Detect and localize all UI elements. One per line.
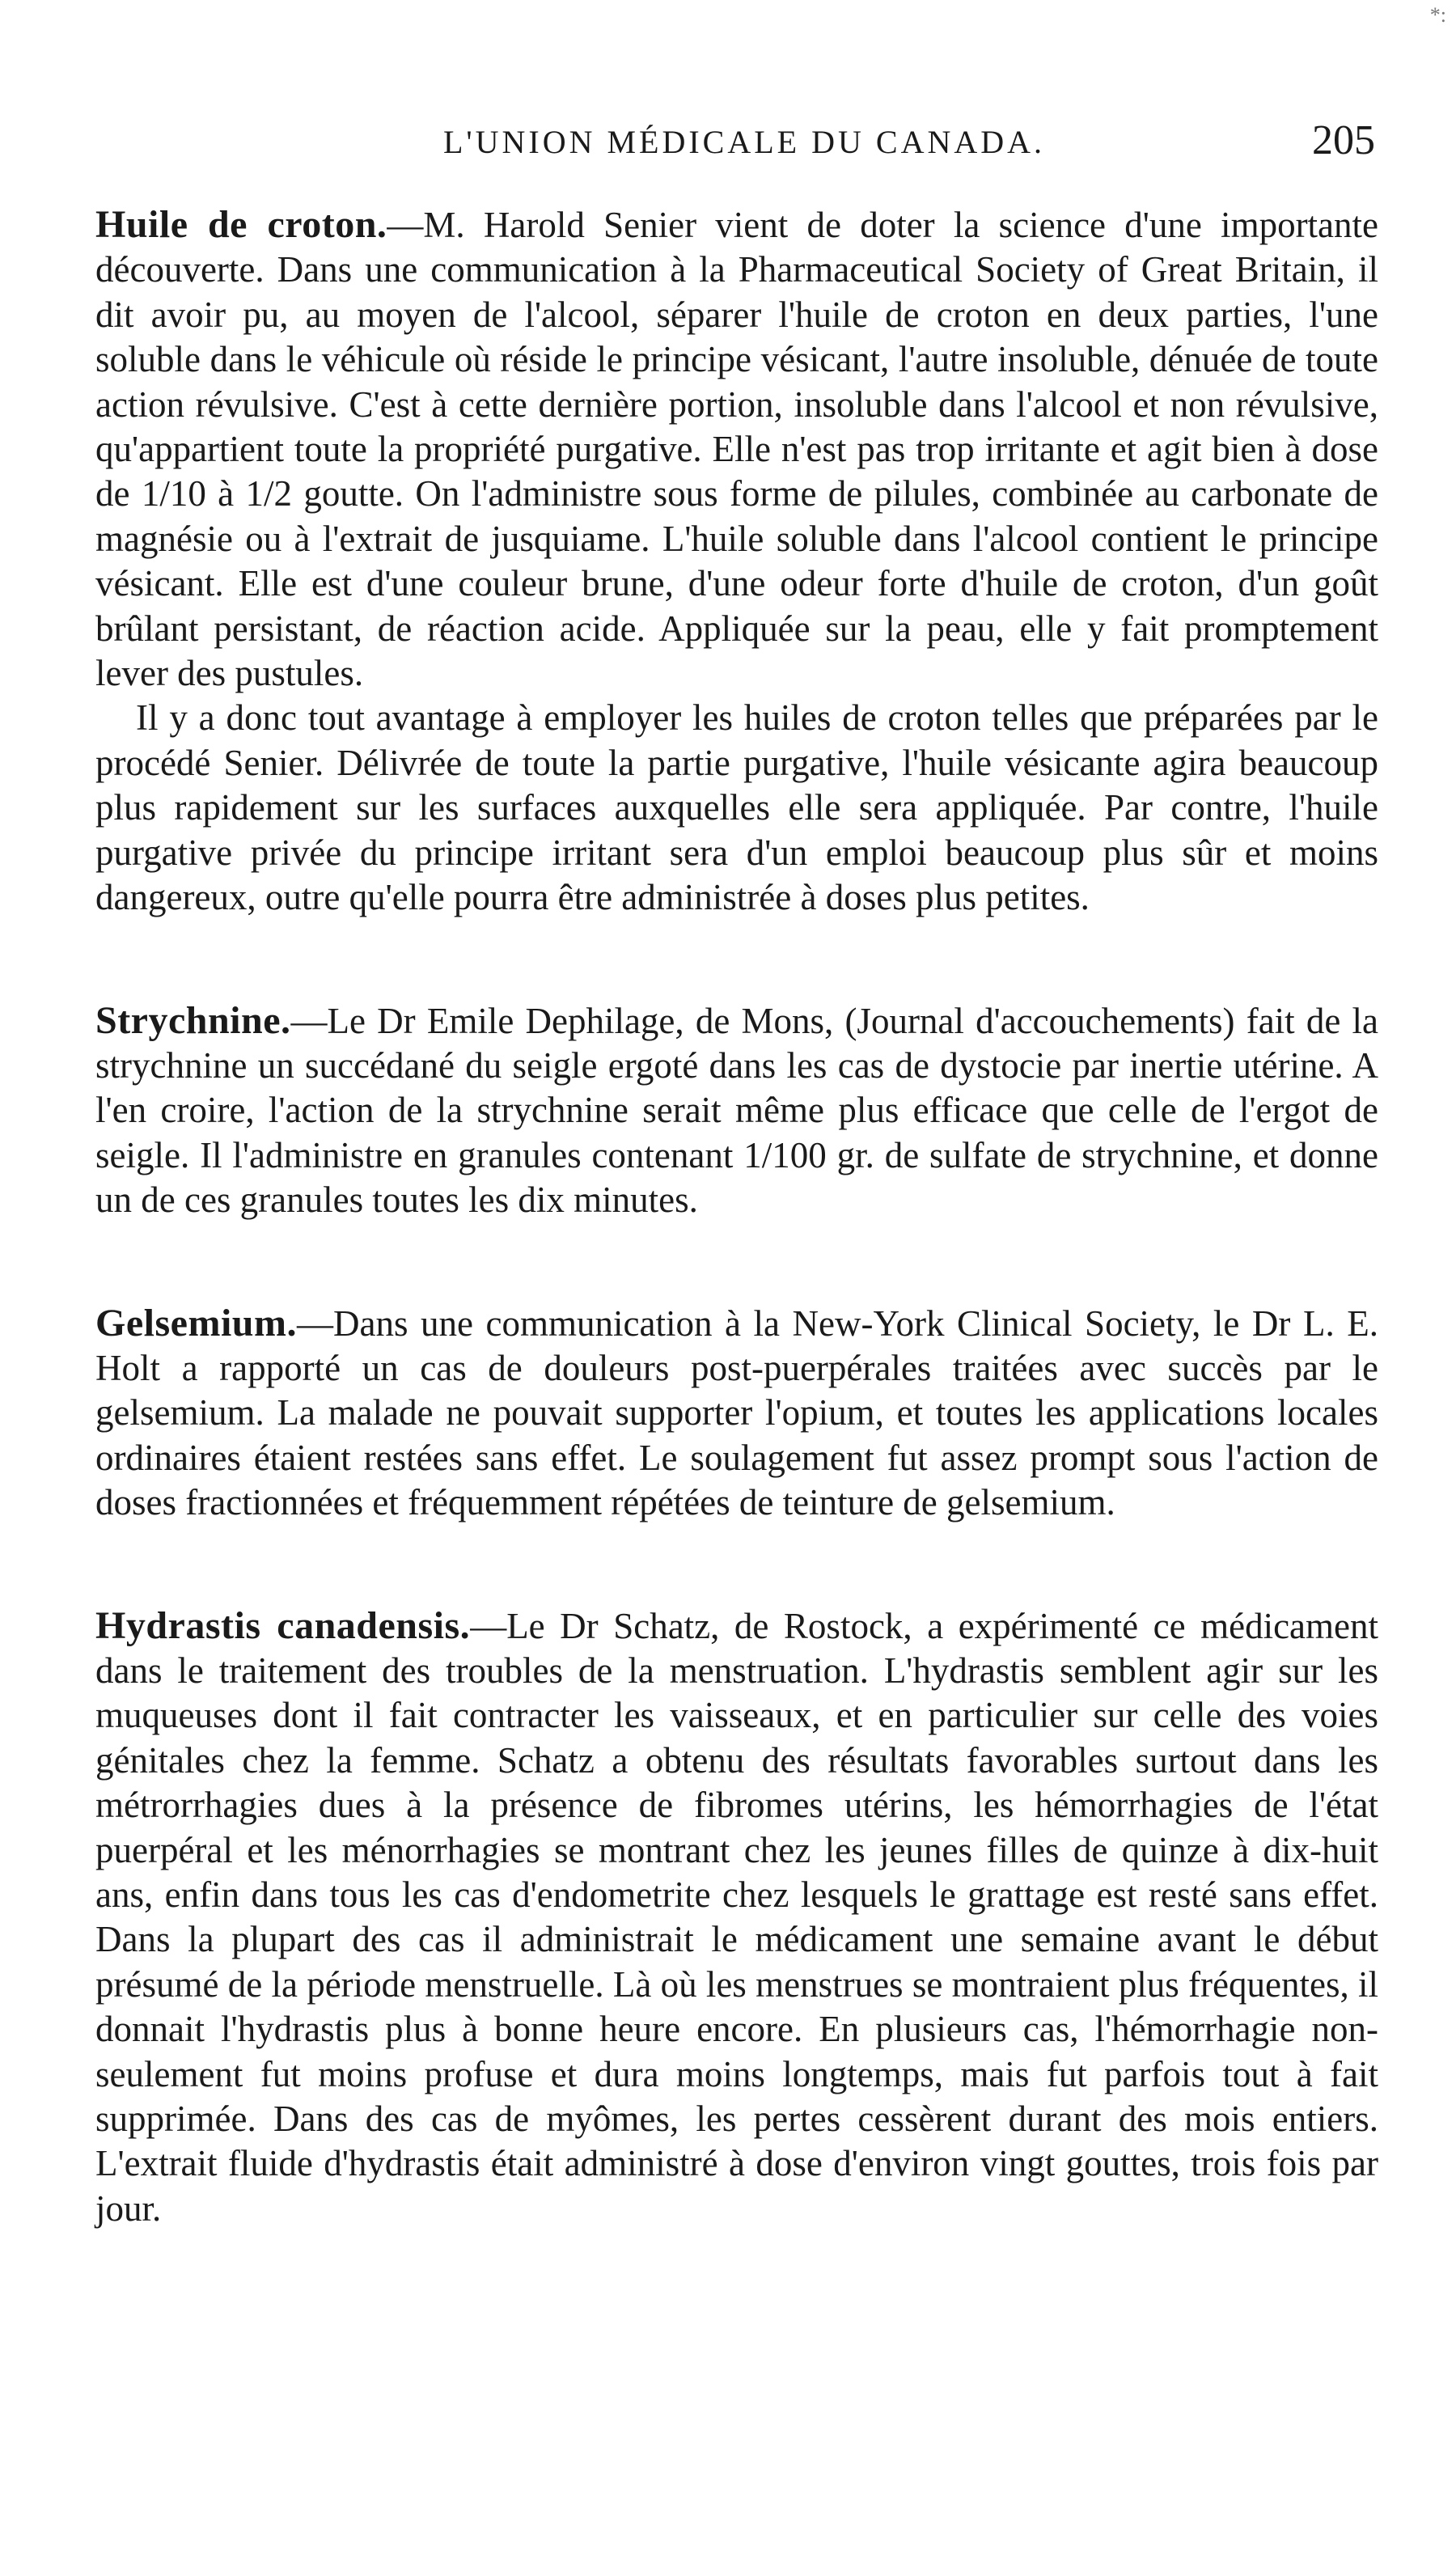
article-headword: Huile de croton. xyxy=(95,203,387,246)
article-paragraph xyxy=(95,1603,1378,2232)
article-text: —Le Dr Emile Dephilage, de Mons, (Journal d'accouchements) fait de la strychnine un succédané du seigle ergoté dans les cas de dystocie par inertie utérine. A l'en croire, l'action de la strychnine serait même plus efficace que celle de l'ergot de seigle. Il l'administre en granules contenant 1/100 gr. de sulfate de strychnine, et donne un de ces granules toutes les dix minutes. xyxy=(95,1000,1378,1221)
article-huile-de-croton xyxy=(95,202,1378,921)
article-headword: Gelsemium. xyxy=(95,1301,297,1345)
page-number: 205 xyxy=(1312,117,1375,163)
article-headword: Hydrastis canadensis. xyxy=(95,1603,471,1647)
article-text: —M. Harold Senier vient de doter la science d'une importante découverte. Dans une communication à la Pharmaceutical Society of Great Britain, il dit avoir pu, au moyen de l'alcool, séparer l'huile de croton en deux parties, l'une soluble dans le véhicule où réside le principe vésicant, l'autre insoluble, dénuée de toute action révulsive. C'est à cette dernière portion, insoluble dans l'alcool et non révulsive, qu'appartient toute la propriété purgative. Elle n'est pas trop irritante et agit bien à dose de 1/10 à 1/2 goutte. On l'administre sous forme de pilules, combinée au carbonate de magnésie ou à l'extrait de jusquiame. L'huile soluble dans l'alcool contient le principe vésicant. Elle est d'une couleur brune, d'une odeur forte d'huile de croton, d'un goût brûlant persistant, de réaction acide. Appliquée sur la peau, elle y fait promptement lever des pustules. xyxy=(95,205,1379,694)
article-paragraph xyxy=(95,202,1378,696)
article-headword: Strychnine. xyxy=(95,998,291,1042)
article-gelsemium xyxy=(95,1301,1378,1526)
running-title: L'UNION MÉDICALE DU CANADA. xyxy=(442,124,1046,160)
article-hydrastis-canadensis xyxy=(95,1603,1378,2232)
article-paragraph xyxy=(95,1301,1378,1526)
page-header xyxy=(0,117,1456,172)
article-text: —Le Dr Schatz, de Rostock, a expérimenté ce médicament dans le traitement des troubles de la menstruation. L'hydrastis semblent agir sur les muqueuses dont il fait contracter les vaisseaux, et en particulier sur celle des voies génitales chez la femme. Schatz a obtenu des résultats favorables surtout dans les métrorrhagies dues à la présence de fibromes utérins, les hémorrhagies de l'état puerpéral et les ménorrhagies se montrant chez les jeunes filles de quinze à dix-huit ans, enfin dans tous les cas d'endometrite chez lesquels le grattage est resté sans effet. Dans la plupart des cas il administrait le médicament une semaine avant le début présumé de la période menstruelle. Là où les menstrues se montraient plus fréquentes, il donnait l'hydrastis plus à bonne heure encore. En plusieurs cas, l'hémorrhagie non-seulement fut moins profuse et dura moins longtemps, mais fut parfois tout à fait supprimée. Dans des cas de myômes, les pertes cessèrent durant des mois entiers. L'extrait fluide d'hydrastis était administré à dose d'environ vingt gouttes, trois fois par jour. xyxy=(95,1605,1378,2229)
corner-mark: *: xyxy=(1429,3,1446,27)
article-paragraph xyxy=(95,998,1378,1223)
page-body xyxy=(95,202,1378,2231)
article-paragraph-continuation xyxy=(95,696,1378,920)
article-text: Il y a donc tout avantage à employer les huiles de croton telles que préparées par le procédé Senier. Délivrée de toute la partie purgative, l'huile vésicante agira beaucoup plus rapidement sur les surfaces auxquelles elle sera appliquée. Par contre, l'huile purgative privée du principe irritant sera d'un emploi beaucoup plus sûr et moins dangereux, outre qu'elle pourra être administrée à doses plus petites. xyxy=(95,697,1378,918)
article-text: —Dans une communication à la New-York Clinical Society, le Dr L. E. Holt a rapporté un cas de douleurs post-puerpérales traitées avec succès par le gelsemium. La malade ne pouvait supporter l'opium, et toutes les applications locales ordinaires étaient restées sans effet. Le soulagement fut assez prompt sous l'action de doses fractionnées et fréquemment répétées de teinture de gelsemium. xyxy=(95,1302,1378,1523)
article-strychnine xyxy=(95,998,1378,1223)
